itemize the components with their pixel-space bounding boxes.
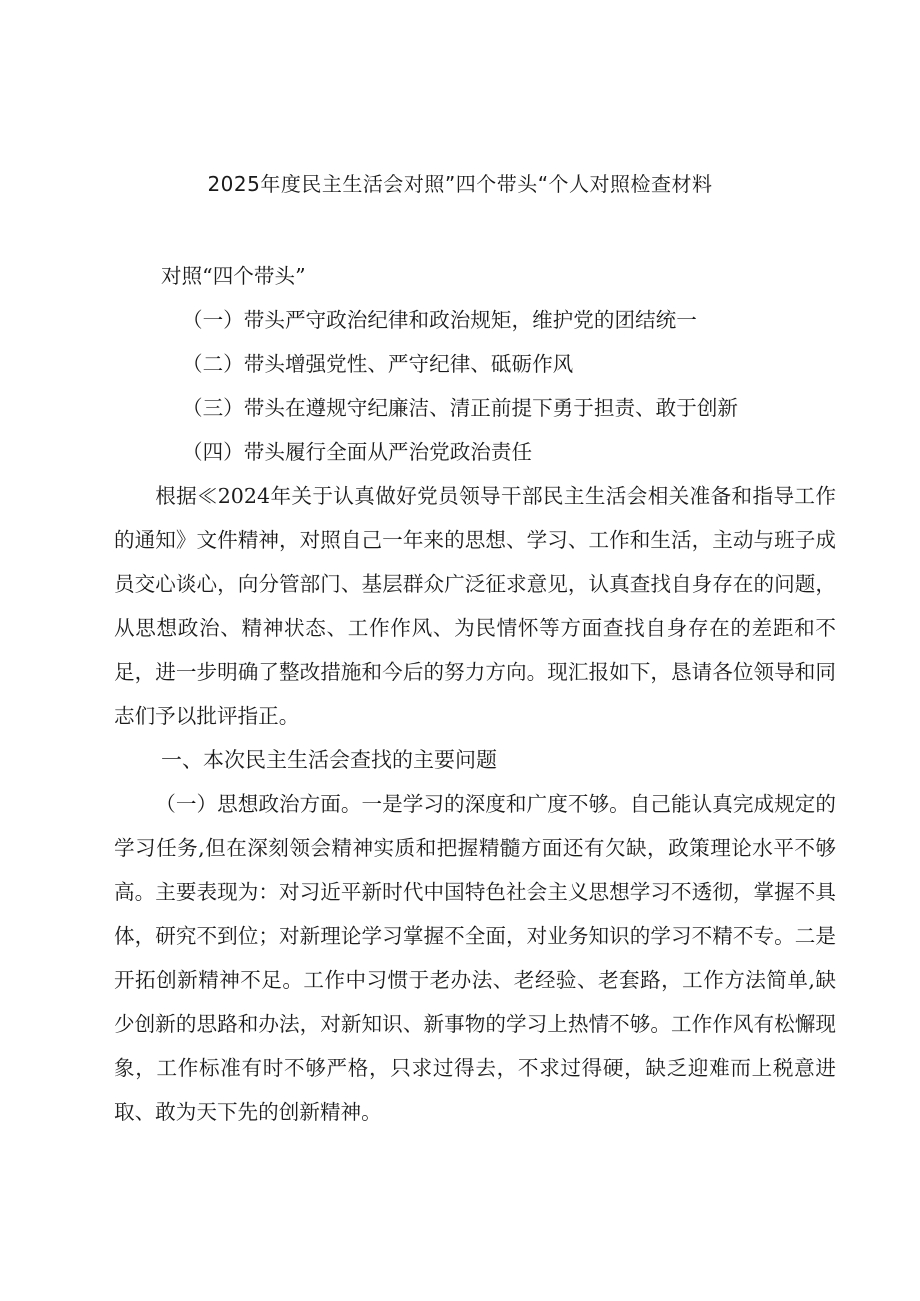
list-item-2: （二）带头增强党性、严守纪律、砥砺作风 [182,352,574,376]
document-title: 2025年度民主生活会对照”四个带头“个人对照检查材料 [207,172,713,196]
list-item-3: （三）带头在遵规守纪廉洁、清正前提下勇于担责、敢于创新 [182,396,739,420]
list-item-1: （一）带头严守政治纪律和政治规矩，维护党的团结统一 [182,308,697,332]
document-body [114,254,836,1134]
list-item-4: （四）带头履行全面从严治党政治责任 [182,440,533,464]
section-paragraph: （一）思想政治方面。一是学习的深度和广度不够。自己能认真完成规定的学习任务,但在深刻领会精神实质和把握精髓方面还有欠缺，政策理论水平不够高。主要表现为：对习近平新时代中国特色社会主义思想学习不透彻，掌握不具体，研究不到位；对新理论学习掌握不全面，对业务知识的学习不精不专。二是开拓创新精神不足。工作中习惯于老办法、老经验、老套路，工作方法简单,缺少创新的思路和办法，对新知识、新事物的学习上热情不够。工作作风有松懈现象，工作标准有时不够严格，只求过得去，不求过得硬，缺乏迎难而上税意进取、敢为天下先的创新精神。 [114,792,836,1124]
section-heading: 一、本次民主生活会查找的主要问题 [161,748,497,772]
intro-heading: 对照“四个带头” [161,264,306,288]
intro-paragraph: 根据≪2024年关于认真做好党员领导干部民主生活会相关准备和指导工作的通知》文件精神，对照自己一年来的思想、学习、工作和生活，主动与班子成员交心谈心，向分管部门、基层群众广泛征求意见，认真查找自身存在的问题，从思想政治、精神状态、工作作风、为民情怀等方面查找自身存在的差距和不足，进一步明确了整改措施和今后的努力方向。现汇报如下，恳请各位领导和同志们予以批评指正。 [114,484,836,728]
